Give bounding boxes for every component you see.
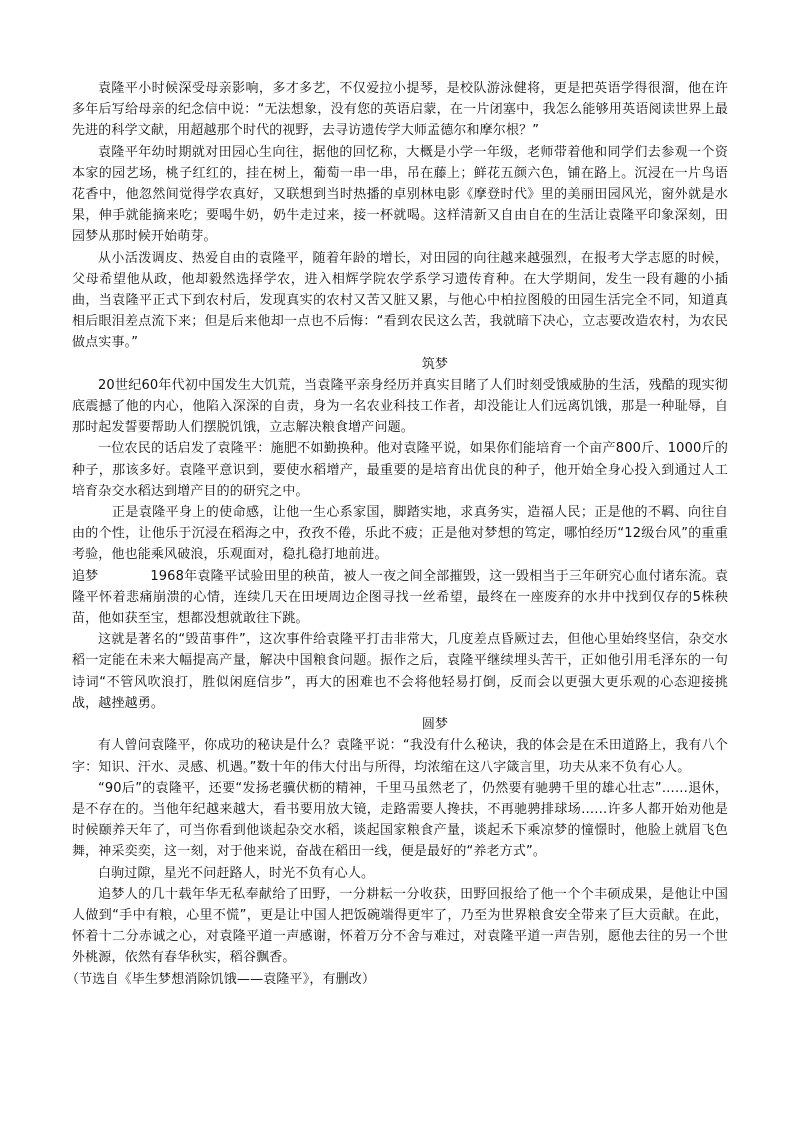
source-note: （节选自《毕生梦想消除饥饿——袁隆平》，有删改） bbox=[66, 971, 376, 987]
paragraph-seedling-text: 1968年袁隆平试验田里的秧苗，被人一夜之间全部摧毁，这一毁相当于三年研究心血付诸东流。袁隆平怀着悲痛崩溃的心情，连续几天在田埂周边企图寻找一丝希望，最终在一座废弃的水井中找到仅存的5株秧苗，他如获至宝，想都没想就敢往下跳。 bbox=[72, 568, 728, 627]
paragraph-retirement: “90后”的袁隆平，还要“发扬老骥伏枥的精神，千里马虽然老了，仍然要有驰骋千里的雄心壮志”……退休，是不存在的。当他年纪越来越大，看书要用放大镜，走路需要人搀扶，不再驰骋排球场……许多人都开始劝他是时候颐养天年了，可当你看到他谈起杂交水稻，谈起国家粮食产量，谈起禾下乘凉梦的憧憬时，他脸上就眉飞色舞，神采奕奕，这一刻，对于他来说，奋战在稻田一线，便是最好的“养老方式”。 bbox=[72, 780, 728, 860]
paragraph-childhood: 袁隆平小时候深受母亲影响，多才多艺，不仅爱拉小提琴，是校队游泳健将，更是把英语学得很溜，他在许多年后写给母亲的纪念信中说：“无法想象，没有您的英语启蒙，在一片闭塞中，我怎么能够用英语阅读世界上最先进的科学文献，用超越那个时代的视野，去寻访遗传学大师孟德尔和摩尔根？” bbox=[72, 81, 728, 139]
section-tag-zhuimeng: 追梦 bbox=[72, 568, 99, 584]
section-heading-yuanmeng: 圆梦 bbox=[421, 717, 449, 733]
paragraph-study-agriculture: 从小活泼调皮、热爱自由的袁隆平，随着年龄的增长，对田园的向往越来越强烈，在报考大学志愿的时候，父母希望他从政，他却毅然选择学农，进入相辉学院农学系学习遗传育种。在大学期间，发生一段有趣的小插曲，当袁隆平正式下到农村后，发现真实的农村又苦又脏又累，与他心中柏拉图般的田园生活完全不同，知道真相后眼泪差点流下来；但是后来他却一点也不后悔：“看到农民这么苦，我就暗下决心，立志要改造农村，为农民做点实事。” bbox=[72, 250, 728, 351]
paragraph-perseverance: 这就是著名的“毁苗事件”，这次事件给袁隆平打击非常大，几度差点昏厥过去，但他心里始终坚信，杂交水稻一定能在未来大幅提高产量，解决中国粮食问题。振作之后，袁隆平继续埋头苦干，正如他引用毛泽东的一句诗词“不管风吹浪打，胜似闲庭信步”，再大的困难也不会将他轻易打倒，反而会以更强大更乐观的心态迎接挑战，越挫越勇。 bbox=[72, 632, 728, 711]
article bbox=[66, 78, 728, 990]
paragraph-tribute: 追梦人的几十载年华无私奉献给了田野，一分耕耘一分收获，田野回报给了他一个个丰硕成果，是他让中国人做到“手中有粮，心里不慌”，更是让中国人把饭碗端得更牢了，乃至为世界粮食安全带来了巨大贡献。在此，怀着十二分赤诚之心，对袁隆平道一声感谢，怀着万分不舍与难过，对袁隆平道一声告别，愿他去往的另一个世外桃源，依然有春华秋实，稻谷飘香。 bbox=[72, 886, 728, 966]
paragraph-time: 白驹过隙，星光不问赶路人，时光不负有心人。 bbox=[98, 865, 375, 881]
paragraph-seedling-event bbox=[72, 566, 728, 630]
paragraph-secret: 有人曾问袁隆平，你成功的秘诀是什么？袁隆平说：“我没有什么秘诀，我的体会是在禾田道路上，我有八个字：知识、汗水、灵感、机遇。”数十年的伟大付出与所得，均浓缩在这八字箴言里，功夫从来不负有心人。 bbox=[72, 738, 728, 775]
paragraph-farmer-advice: 一位农民的话启发了袁隆平：施肥不如勤换种。他对袁隆平说，如果你们能培育一个亩产800斤、1000斤的种子，那该多好。袁隆平意识到，要使水稻增产，最重要的是培育出优良的种子，他开始全身心投入到通过人工培育杂交水稻达到增产目的的研究之中。 bbox=[72, 441, 728, 499]
paragraph-mission: 正是袁隆平身上的使命感，让他一生心系家国，脚踏实地，求真务实，造福人民；正是他的不羁、向往自由的个性，让他乐于沉浸在稻海之中，孜孜不倦，乐此不疲；正是他对梦想的笃定，哪怕经历“12级台风”的重重考验，他也能乘风破浪，乐观面对，稳扎稳打地前进。 bbox=[72, 505, 728, 563]
paragraph-pastoral-dream: 袁隆平年幼时期就对田园心生向往，据他的回忆称，大概是小学一年级，老师带着他和同学们去参观一个资本家的园艺场，桃子红红的，挂在树上，葡萄一串一串，吊在藤上；鲜花五颜六色，铺在路上。沉浸在一片鸟语花香中，他忽然间觉得学农真好，又联想到当时热播的卓别林电影《摩登时代》里的美丽田园风光，窗外就是水果，伸手就能摘来吃；要喝牛奶，奶牛走过来，接一杯就喝。这样清新又自由自在的生活让袁隆平印象深刻，田园梦从那时候开始萌芽。 bbox=[72, 144, 728, 245]
section-heading-zhumeng: 筑梦 bbox=[421, 356, 449, 372]
paragraph-famine: 20世纪60年代初中国发生大饥荒，当袁隆平亲身经历并真实目睹了人们时刻受饿威胁的生活，残酷的现实彻底震撼了他的内心，他陷入深深的自责，身为一名农业科技工作者，却没能让人们远离饥饿，那是一种耻辱，自那时起发誓要帮助人们摆脱饥饿，立志解决粮食增产问题。 bbox=[72, 377, 728, 436]
